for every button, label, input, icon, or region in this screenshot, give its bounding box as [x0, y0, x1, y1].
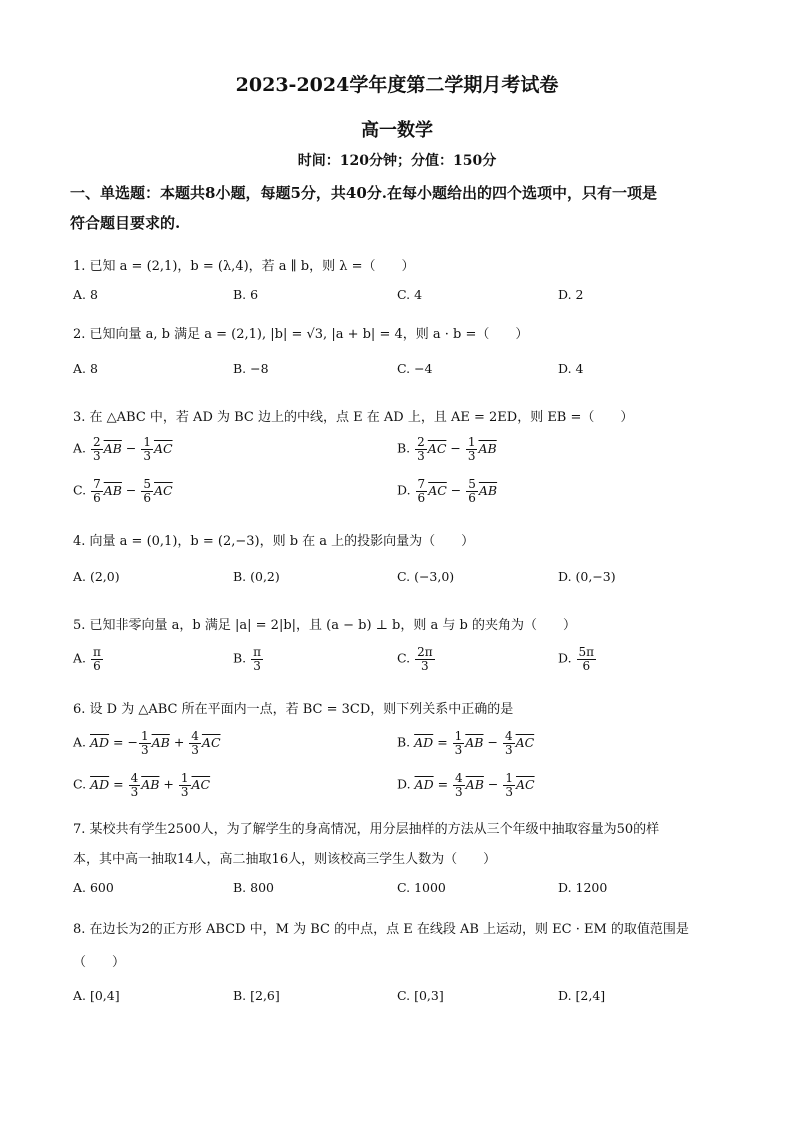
operator: −	[450, 482, 462, 498]
exam-title: 2023-2024学年度第二学期月考试卷	[235, 74, 559, 96]
vector-2: $\overline{AC}$	[154, 482, 173, 498]
coef-2: $\frac{1}{3}$	[505, 771, 513, 799]
option-label: C.	[73, 482, 87, 498]
vector-2: $\overline{AB}$	[478, 482, 498, 498]
q8-option-c: C. [0,3]	[397, 988, 444, 1003]
vector-2: $\overline{AC}$	[515, 776, 535, 792]
q6-option-d: D. $\overline{AD}$ = $\frac{4}{3}$ $\overline{AB}$ − $\frac{1}{3}$ $\overline{AC}$	[397, 771, 535, 799]
q3-option-a	[73, 436, 173, 462]
q8-option-a: A. [0,4]	[73, 988, 120, 1003]
vector-2: $\overline{AB}$	[478, 440, 497, 456]
coef-2: $\frac{4}{3}$	[504, 729, 513, 757]
angle-fraction: $\frac{\pi}{3}$	[253, 645, 262, 673]
coef-1: $\frac{1}{3}$	[140, 729, 149, 757]
q3-option-c	[73, 478, 173, 504]
question-3-stem: 3. 在 △ABC 中，若 AD 为 BC 边上的中线，点 E 在 AD 上，且 AE = 2ED，则 EB =（ ）	[73, 410, 634, 425]
vector-1: $\overline{AB}$	[103, 440, 122, 456]
coef-1: $\frac{1}{3}$	[454, 729, 463, 757]
angle-fraction: $\frac{\pi}{6}$	[93, 645, 101, 673]
q5-option-a	[73, 646, 104, 672]
question-2-stem: 2. 已知向量 a, b 满足 a = (2,1), |b| = √3, |a + b| = 4，则 a · b =（ ）	[73, 327, 529, 342]
option-label: A.	[73, 440, 87, 456]
section-heading-line1: 一、单选题：本题共8小题，每题5分，共40分.在每小题给出的四个选项中，只有一项是	[70, 184, 657, 202]
vector-1: $\overline{AB}$	[103, 482, 122, 498]
q3-option-b	[397, 436, 497, 462]
vector-lhs: $\overline{AD}$	[414, 776, 434, 792]
q3-option-d	[397, 478, 497, 504]
option-label: B.	[397, 734, 411, 750]
q2-option-b: B. −8	[233, 361, 269, 376]
q2-option-a: A. 8	[73, 361, 98, 376]
question-8-stem-line1: 8. 在边长为2的正方形 ABCD 中，M 为 BC 的中点，点 E 在线段 AB 上运动，则 EC · EM 的取值范围是	[73, 922, 689, 937]
question-4-stem: 4. 向量 a = (0,1)，b = (2,−3)，则 b 在 a 上的投影向量为（ ）	[73, 534, 475, 549]
vector-lhs: $\overline{AD}$	[90, 734, 110, 750]
q1-option-a: A. 8	[73, 287, 98, 302]
vector-2: $\overline{AC}$	[153, 440, 173, 456]
coef-1: $\frac{2}{3}$	[93, 435, 101, 463]
q4-option-b: B. (0,2)	[233, 569, 280, 584]
coef-2: $\frac{1}{3}$	[180, 771, 189, 799]
vector-1: $\overline{AC}$	[428, 482, 447, 498]
angle-fraction: $\frac{2\pi}{3}$	[417, 645, 433, 673]
q8-option-d: D. [2,4]	[558, 988, 606, 1003]
q7-option-a: A. 600	[73, 880, 114, 895]
option-label: C.	[397, 650, 411, 666]
coef-2: $\frac{1}{3}$	[143, 435, 151, 463]
vector-2: $\overline{AC}$	[191, 776, 211, 792]
operator: −	[487, 776, 499, 792]
coef-2: $\frac{4}{3}$	[191, 729, 199, 757]
option-label: A.	[73, 650, 87, 666]
q4-option-c: C. (−3,0)	[397, 569, 455, 584]
coef-1: $\frac{4}{3}$	[455, 771, 463, 799]
q6-option-b: B. $\overline{AD}$ = $\frac{1}{3}$ $\overline{AB}$ − $\frac{4}{3}$ $\overline{AC}$	[397, 729, 535, 757]
q2-option-c: C. −4	[397, 361, 433, 376]
q1-option-c: C. 4	[397, 287, 423, 302]
option-label: D.	[558, 650, 572, 666]
coef-1: $\frac{7}{6}$	[93, 477, 101, 505]
question-8-stem-line2: （ ）	[73, 955, 126, 970]
q7-option-b: B. 800	[233, 880, 274, 895]
option-label: B.	[397, 440, 411, 456]
vector-1: $\overline{AB}$	[141, 776, 160, 792]
operator: +	[173, 734, 185, 750]
operator: −	[125, 440, 137, 456]
coef-1: $\frac{7}{6}$	[417, 477, 426, 505]
q8-option-b: B. [2,6]	[233, 988, 280, 1003]
vector-2: $\overline{AC}$	[201, 734, 221, 750]
vector-lhs: $\overline{AD}$	[90, 776, 110, 792]
coef-1: $\frac{4}{3}$	[130, 771, 139, 799]
option-label: A.	[73, 734, 87, 750]
coef-2: $\frac{5}{6}$	[468, 477, 476, 505]
question-1-stem: 1. 已知 a = (2,1)，b = (λ,4)，若 a ∥ b，则 λ =（ ）	[73, 259, 415, 274]
q4-option-d: D. (0,−3)	[558, 569, 616, 584]
q7-option-c: C. 1000	[397, 880, 446, 895]
option-label: D.	[397, 776, 411, 792]
vector-1: $\overline{AB}$	[465, 776, 484, 792]
section-heading-line2: 符合题目要求的.	[70, 214, 181, 232]
exam-subject: 高一数学	[361, 120, 433, 141]
q2-option-d: D. 4	[558, 361, 584, 376]
vector-lhs: $\overline{AD}$	[414, 734, 434, 750]
q5-option-d	[558, 646, 597, 672]
coef-2: $\frac{1}{3}$	[467, 435, 476, 463]
q5-option-c	[397, 646, 436, 672]
operator: −	[125, 482, 137, 498]
vector-1: $\overline{AB}$	[151, 734, 170, 750]
coef-2: $\frac{5}{6}$	[143, 477, 152, 505]
question-7-stem-line2: 本，其中高一抽取14人，高二抽取16人，则该校高三学生人数为（ ）	[73, 852, 497, 867]
option-label: B.	[233, 650, 247, 666]
question-7-stem-line1: 7. 某校共有学生2500人，为了解学生的身高情况，用分层抽样的方法从三个年级中抽取容量为50的样	[73, 822, 660, 837]
operator: +	[163, 776, 174, 792]
question-6-stem: 6. 设 D 为 △ABC 所在平面内一点，若 BC = 3CD，则下列关系中正确的是	[73, 702, 514, 717]
option-label: C.	[73, 776, 87, 792]
exam-info: 时间：120分钟；分值：150分	[297, 153, 497, 169]
vector-2: $\overline{AC}$	[515, 734, 535, 750]
q6-option-a: A. $\overline{AD}$ = − $\frac{1}{3}$ $\overline{AB}$ + $\frac{4}{3}$ $\overline{AC}$	[73, 729, 221, 757]
operator: −	[450, 440, 461, 456]
q7-option-d: D. 1200	[558, 880, 608, 895]
sign: −	[127, 734, 138, 750]
angle-fraction: $\frac{5\pi}{6}$	[578, 645, 595, 673]
q4-option-a: A. (2,0)	[73, 569, 120, 584]
operator: −	[487, 734, 498, 750]
q6-option-c: C. $\overline{AD}$ = $\frac{4}{3}$ $\overline{AB}$ + $\frac{1}{3}$ $\overline{AC}$	[73, 771, 211, 799]
vector-1: $\overline{AB}$	[465, 734, 484, 750]
q1-option-b: B. 6	[233, 287, 259, 302]
question-5-stem: 5. 已知非零向量 a，b 满足 |a| = 2|b|，且 (a − b) ⊥ b，则 a 与 b 的夹角为（ ）	[73, 618, 576, 633]
vector-1: $\overline{AC}$	[427, 440, 447, 456]
coef-1: $\frac{2}{3}$	[417, 435, 425, 463]
q1-option-d: D. 2	[558, 287, 584, 302]
option-label: D.	[397, 482, 411, 498]
q5-option-b	[233, 646, 264, 672]
